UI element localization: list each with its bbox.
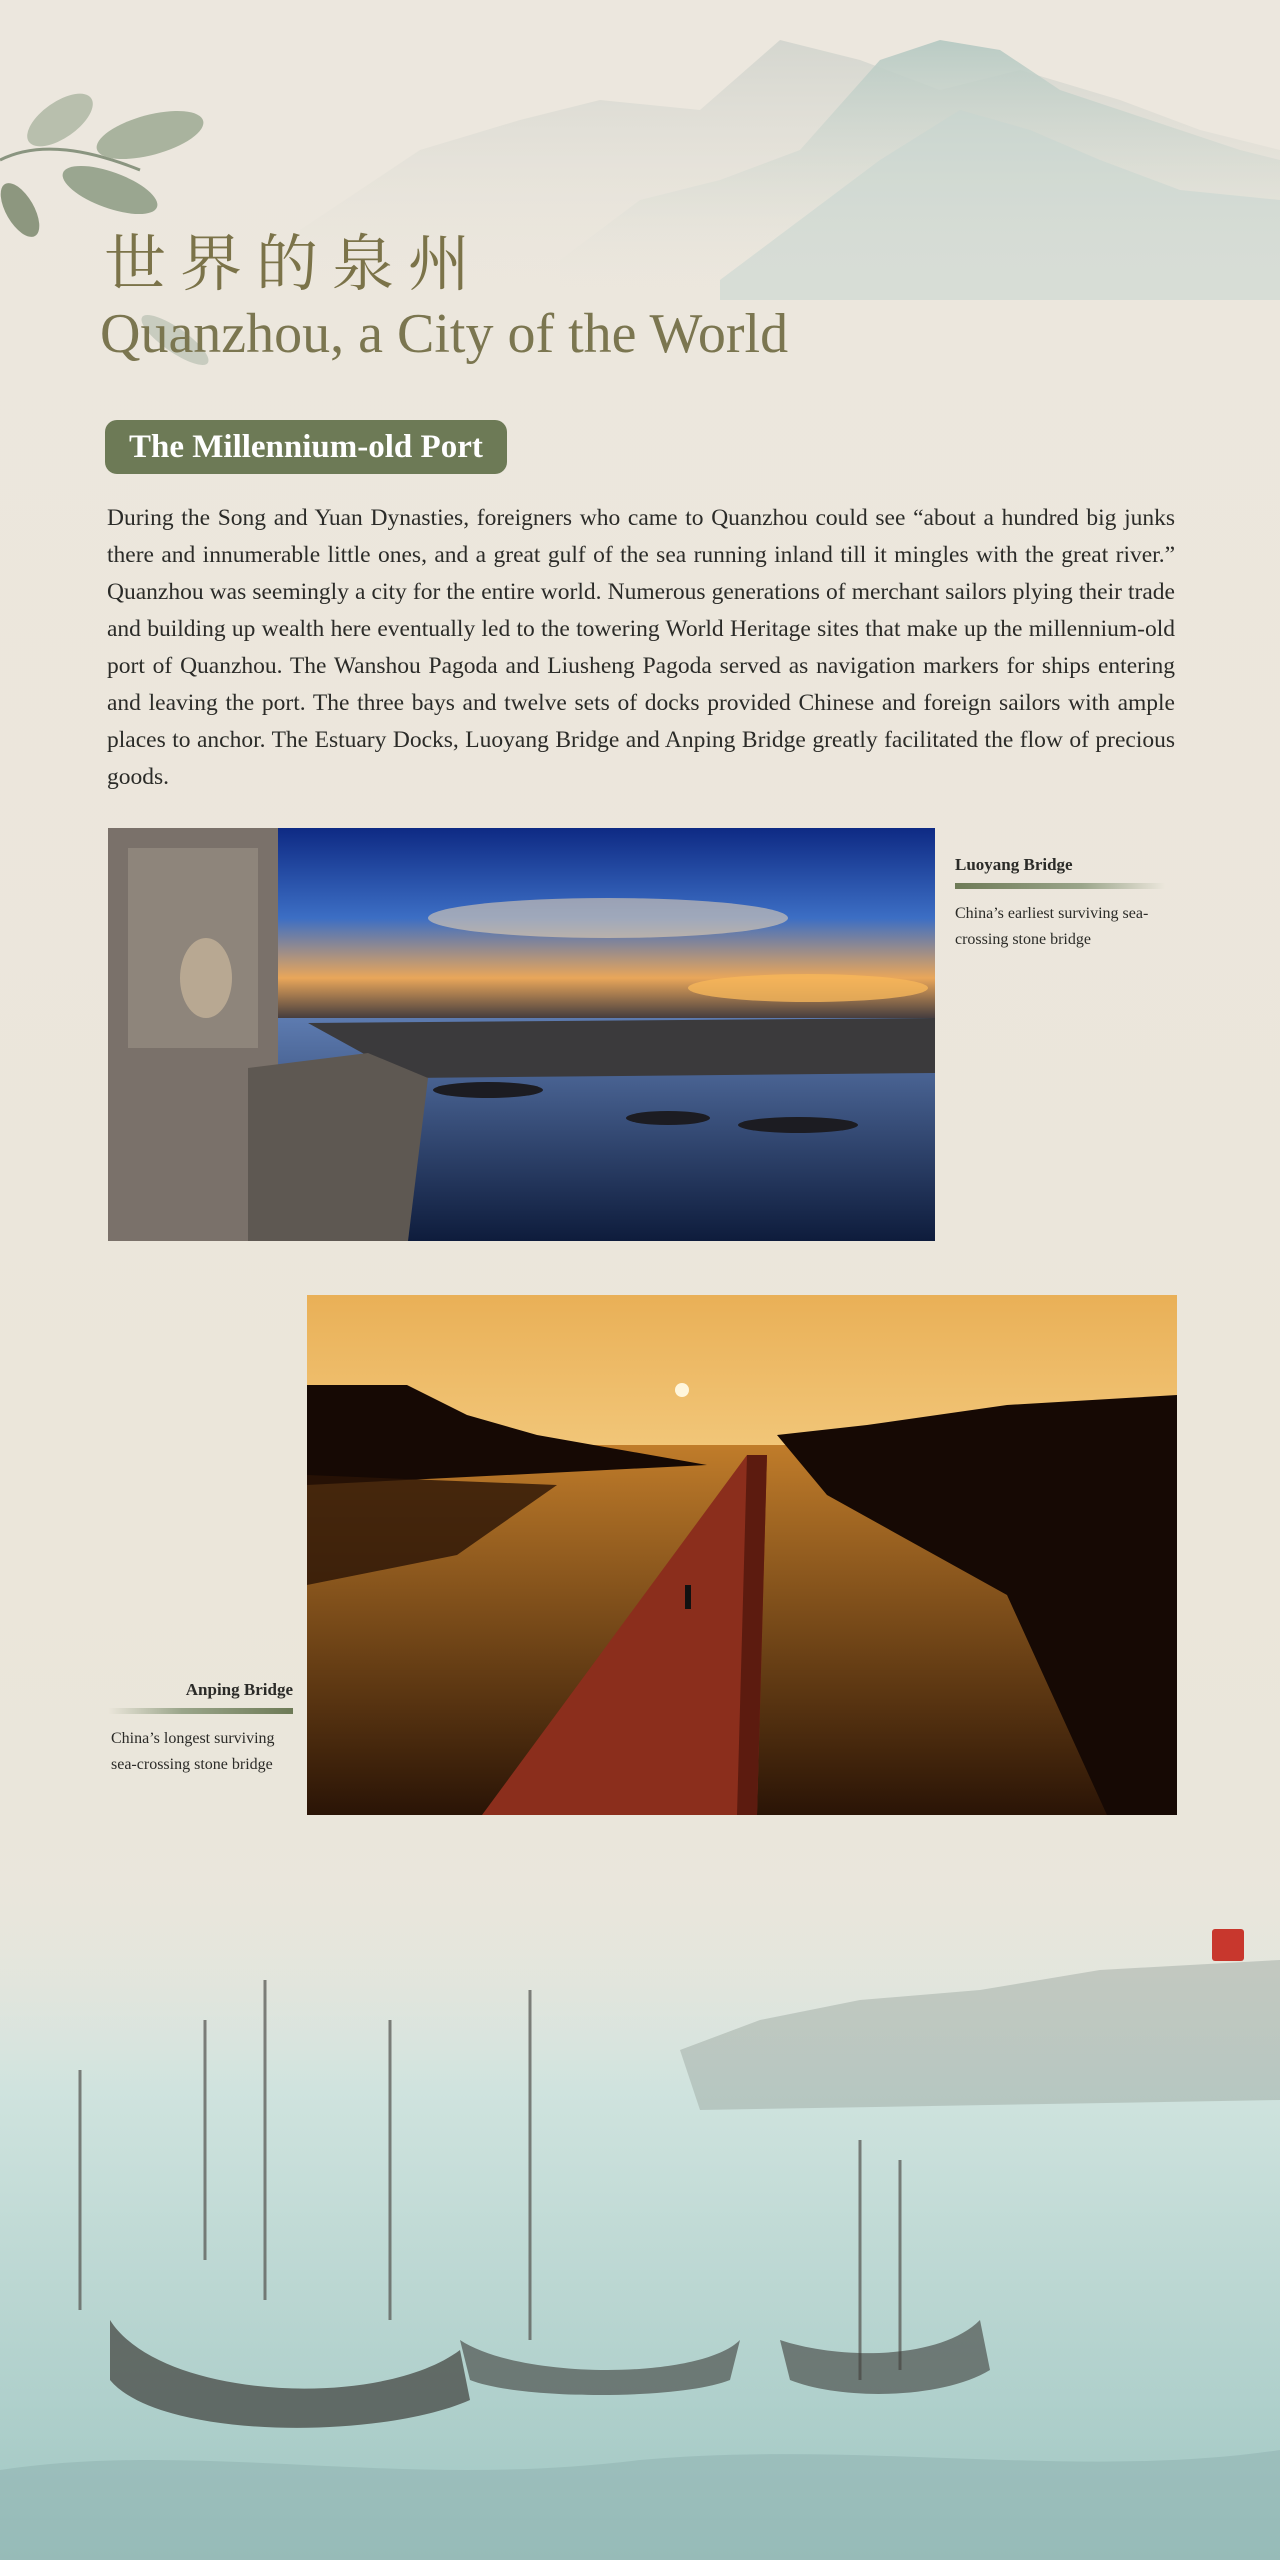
caption-text: China’s earliest surviving sea-crossing stone bridge	[955, 905, 1149, 948]
red-seal-stamp-icon	[1212, 1929, 1244, 1961]
caption-rule	[108, 1708, 293, 1714]
title-chinese: 世界的泉州	[104, 227, 485, 300]
caption-title: Anping Bridge	[185, 1680, 293, 1699]
caption-text: China’s longest surviving sea-crossing stone bridge	[111, 1730, 275, 1773]
luoyang-bridge-caption	[955, 855, 1165, 953]
title-english: Quanzhou, a City of the World	[100, 303, 789, 365]
caption-rule	[955, 883, 1165, 889]
ink-sailing-ships-decoration	[0, 1840, 1280, 2560]
luoyang-bridge-photo	[108, 828, 935, 1241]
section-heading-badge: The Millennium-old Port	[105, 420, 507, 474]
anping-bridge-caption	[108, 1680, 293, 1778]
section-body-text: During the Song and Yuan Dynasties, foreigners who came to Quanzhou could see “about a hundred big junks there and innumerable little ones, and a great gulf of the sea running inland till it mingles with the great river.” Quanzhou was seemingly a city for the entire world. Numerous generations of merchant sailors plying their trade and building up wealth here eventually led to the towering World Heritage sites that make up the millennium-old port of Quanzhou. The Wanshou Pagoda and Liusheng Pagoda served as navigation markers for ships entering and leaving the port. The three bays and twelve sets of docks provided Chinese and foreign sailors with ample places to anchor. The Estuary Docks, Luoyang Bridge and Anping Bridge greatly facilitated the flow of precious goods.	[107, 505, 1175, 790]
caption-title: Luoyang Bridge	[955, 855, 1073, 874]
anping-bridge-photo	[307, 1295, 1177, 1815]
